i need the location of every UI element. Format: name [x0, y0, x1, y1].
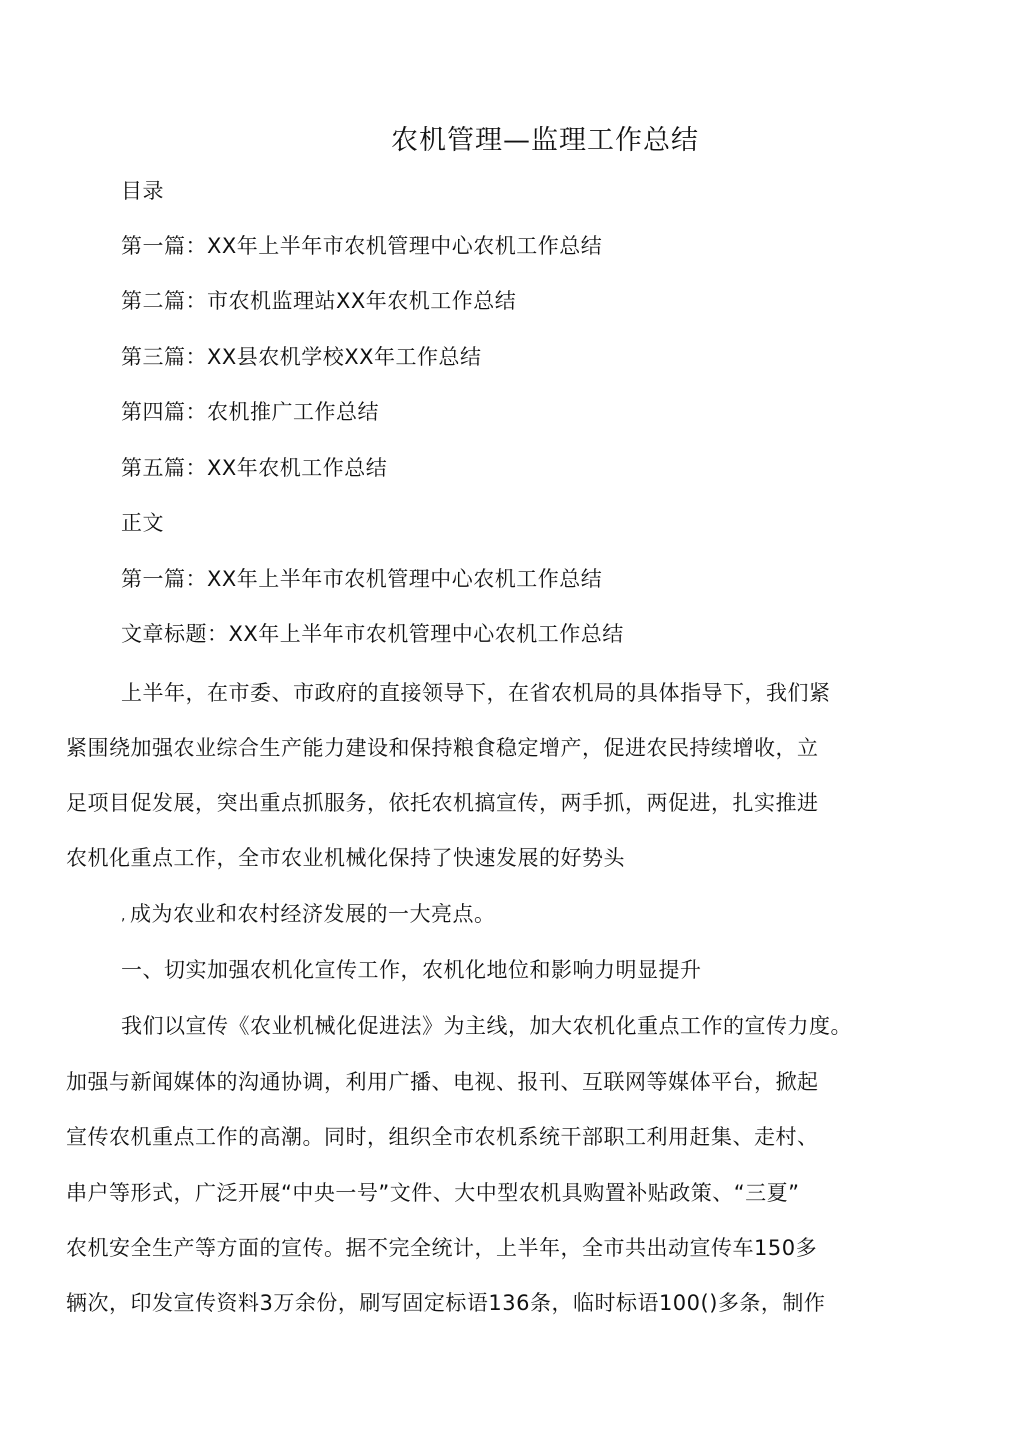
paragraph-line: 农机安全生产等方面的宣传。据不完全统计，上半年，全市共出动宣传车150多: [66, 1236, 818, 1260]
toc-item: 第二篇：市农机监理站XX年农机工作总结: [121, 289, 517, 313]
paragraph-line: 串户等形式，广泛开展“中央一号”文件、大中型农机具购置补贴政策、“三夏”: [66, 1181, 800, 1205]
paragraph-line: 辆次，印发宣传资料3万余份，刷写固定标语136条，临时标语100()多条，制作: [66, 1291, 826, 1315]
body-heading: 正文: [121, 511, 164, 535]
paragraph-line: 宣传农机重点工作的高潮。同时，组织全市农机系统干部职工利用赶集、走村、: [66, 1125, 819, 1149]
paragraph-line: 紧围绕加强农业综合生产能力建设和保持粮食稳定增产，促进农民持续增收，立: [66, 736, 819, 760]
paragraph-tail: [121, 904, 495, 925]
chapter-heading: 第一篇：XX年上半年市农机管理中心农机工作总结: [121, 567, 603, 591]
paragraph-line: 上半年，在市委、市政府的直接领导下，在省农机局的具体指导下，我们紧: [121, 681, 831, 705]
paragraph-line: 加强与新闻媒体的沟通协调，利用广播、电视、报刊、互联网等媒体平台，掀起: [66, 1070, 819, 1094]
article-title: 文章标题：XX年上半年市农机管理中心农机工作总结: [121, 622, 624, 646]
section-heading: 一、切实加强农机化宣传工作，农机化地位和影响力明显提升: [121, 958, 702, 982]
comma-mark: ,: [121, 908, 126, 924]
document-title: 农机管理—监理工作总结: [391, 125, 699, 156]
paragraph-line: 足项目促发展，突出重点抓服务，依托农机搞宣传，两手抓，两促进，扎实推进: [66, 791, 819, 815]
toc-heading: 目录: [121, 179, 164, 203]
paragraph-tail-text: 成为农业和农村经济发展的一大亮点。: [129, 902, 496, 926]
paragraph-line: 农机化重点工作，全市农业机械化保持了快速发展的好势头: [66, 846, 625, 870]
toc-item: 第三篇：XX县农机学校XX年工作总结: [121, 345, 482, 369]
toc-item: 第一篇：XX年上半年市农机管理中心农机工作总结: [121, 234, 603, 258]
toc-item: 第四篇：农机推广工作总结: [121, 400, 379, 424]
toc-item: 第五篇：XX年农机工作总结: [121, 456, 388, 480]
paragraph-line: 我们以宣传《农业机械化促进法》为主线，加大农机化重点工作的宣传力度。: [121, 1014, 852, 1038]
